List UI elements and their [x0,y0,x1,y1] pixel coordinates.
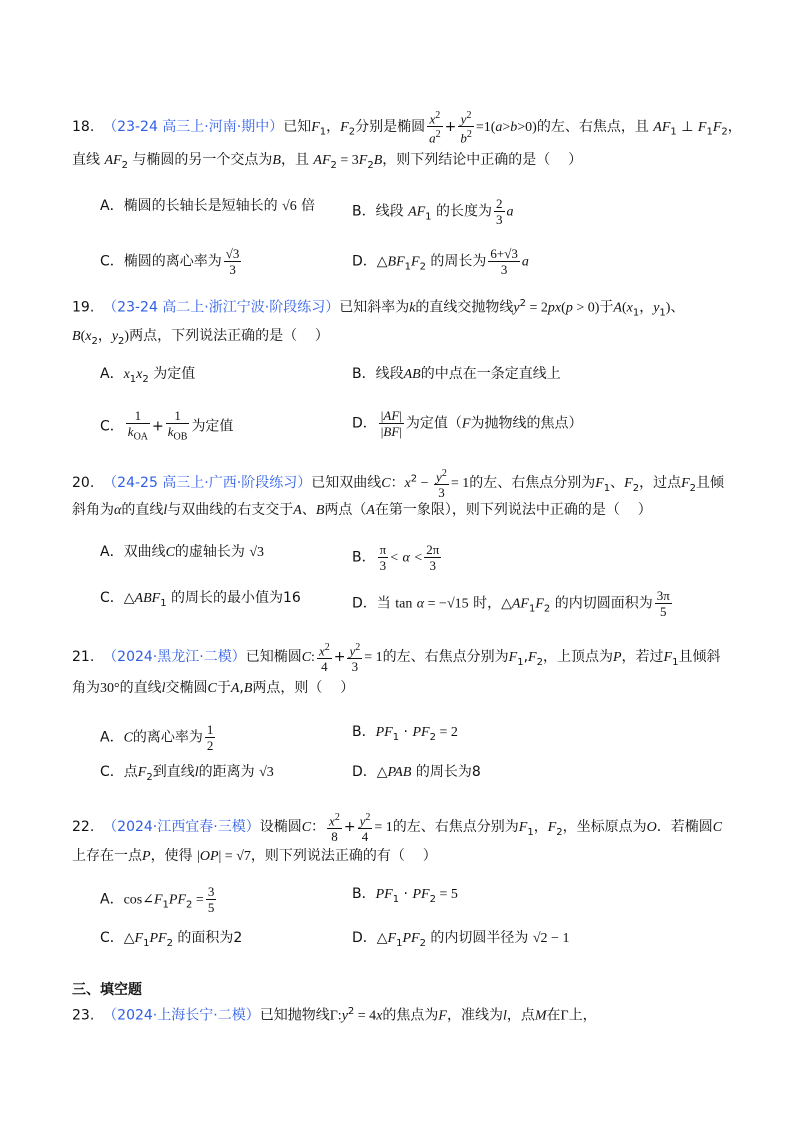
q22-source[interactable]: （2024·江西宜春·三模） [103,819,260,836]
q20-option-d[interactable]: D．当 tan α = −√15 时，$\triangle AF_1F_2$ 的内切圆面积为 $\frac{3\pi}{5}$ [352,588,670,619]
q20-option-a[interactable]: A．双曲线C的虚轴长为 √3 [100,544,265,560]
q20-option-c[interactable]: C．$\triangle ABF_1$ 的周长的最小值为16 [100,590,301,609]
q18-line-2: 直线 $AF_2$ 与椭圆的另一个交点为B，且 $AF_2 = 3F_2B$，则下列结论中正确的是（ ） [72,152,583,171]
q21-line-2: 角为30°的直线l交椭圆C于A,B两点，则（ ） [72,680,355,696]
q19-option-d[interactable]: D． $\frac{|AF|}{|BF|}$ 为定值（F为抛物线的焦点） [352,408,583,439]
q21-source[interactable]: （2024·黑龙江·二模） [103,649,246,666]
q23-line-1: 23. （2024·上海长宁·二模）已知抛物线$\Gamma:y^2 = 4x$的焦点为F，准线为l，点M在Γ上， [72,1006,597,1024]
q19-line-1: 19. （23-24 高二上·浙江宁波·阶段练习）已知斜率为k的直线交抛物线$y^2 = 2px(p > 0)$于$A(x_1$，$y_1$)、 [72,298,685,319]
q20-source[interactable]: （24-25 高三上·广西·阶段练习） [103,475,312,492]
q21-option-a[interactable]: A．C的离心率为 $\frac{1}{2}$ [100,722,214,753]
q22-option-d[interactable]: D．$\triangle F_1PF_2$ 的内切圆半径为 √2 − 1 [352,930,570,949]
q19-line-2: $B(x_2$，$y_2$)两点，下列说法正确的是（ ） [72,328,329,347]
q22-option-c[interactable]: C．$\triangle F_1PF_2$ 的面积为2 [100,930,243,949]
q18-option-c[interactable]: C．椭圆的离心率为 $\frac{√3}{3}$ [100,246,240,277]
q21-line-1: 21. （2024·黑龙江·二模）已知椭圆C: $\frac{x^2}{4}$ + $\frac{y^2}{3}$ = 1的左、右焦点分别为$F_1,F_2$，上顶点为P，若过$F_1$且倾斜 [72,642,721,675]
q22-line-2: 上存在一点P，使得 |OP| = √7，则下列说法正确的有（ ） [72,848,437,864]
q22-line-1: 22. （2024·江西宜春·三模）设椭圆C： $\frac{x^2}{8}$ + $\frac{y^2}{4}$ = 1的左、右焦点分别为$F_1$，$F_2$，坐标原点为O．若椭圆C [72,812,723,845]
q19-option-a[interactable]: A．$x_1x_2$ 为定值 [100,366,196,385]
q23-source[interactable]: （2024·上海长宁·二模） [103,1007,260,1024]
q21-option-b[interactable]: B．$PF_1 \cdot PF_2 = 2$ [352,724,458,743]
q21-option-c[interactable]: C．点$F_2$到直线l的距离为 √3 [100,764,274,783]
q18-option-d[interactable]: D．$\triangle BF_1F_2$ 的周长为 $\frac{6+√3}{3}$ a [352,246,529,277]
q18-option-a[interactable]: A．椭圆的长轴长是短轴长的 √6 倍 [100,198,316,214]
q19-source[interactable]: （23-24 高二上·浙江宁波·阶段练习） [103,299,340,316]
q19-option-b[interactable]: B．线段AB的中点在一条定直线上 [352,366,561,382]
q20-line-2: 斜角为α的直线l与双曲线的右支交于A、B两点（A在第一象限），则下列说法中正确的是（ ） [72,502,652,518]
q19-option-c[interactable]: C． $\frac{1}{k_{OA}}$ + $\frac{1}{k_{OB}}$ 为定值 [100,408,234,443]
q18-line-1: 18. （23-24 高三上·河南·期中）已知$F_1$，$F_2$分别是椭圆 $\frac{x^2}{a^2}$ + $\frac{y^2}{b^2}$ =1(a>b>0)的左、右焦点，且 $AF_1$ ⊥ $F_1F_2$， [72,110,742,146]
q22-option-a[interactable]: A．$\cos\angle F_1PF_2$ = $\frac{3}{5}$ [100,884,215,915]
q18-option-b[interactable]: B．线段 $AF_1$ 的长度为 $\frac{2}{3}$ a [352,196,514,227]
q22-option-b[interactable]: B．$PF_1 \cdot PF_2 = 5$ [352,886,458,905]
q20-option-b[interactable]: B． $\frac{\pi}{3}$ < α < $\frac{2\pi}{3}$ [352,542,440,573]
q20-line-1: 20. （24-25 高三上·广西·阶段练习）已知双曲线C：$x^2$ − $\frac{y^2}{3}$ = 1的左、右焦点分别为$F_1$、$F_2$，过点$F_2$且倾 [72,468,725,501]
q21-option-d[interactable]: D．△PAB 的周长为8 [352,764,481,780]
section-heading: 三、填空题 [72,982,142,998]
q18-source[interactable]: （23-24 高三上·河南·期中） [103,118,284,135]
